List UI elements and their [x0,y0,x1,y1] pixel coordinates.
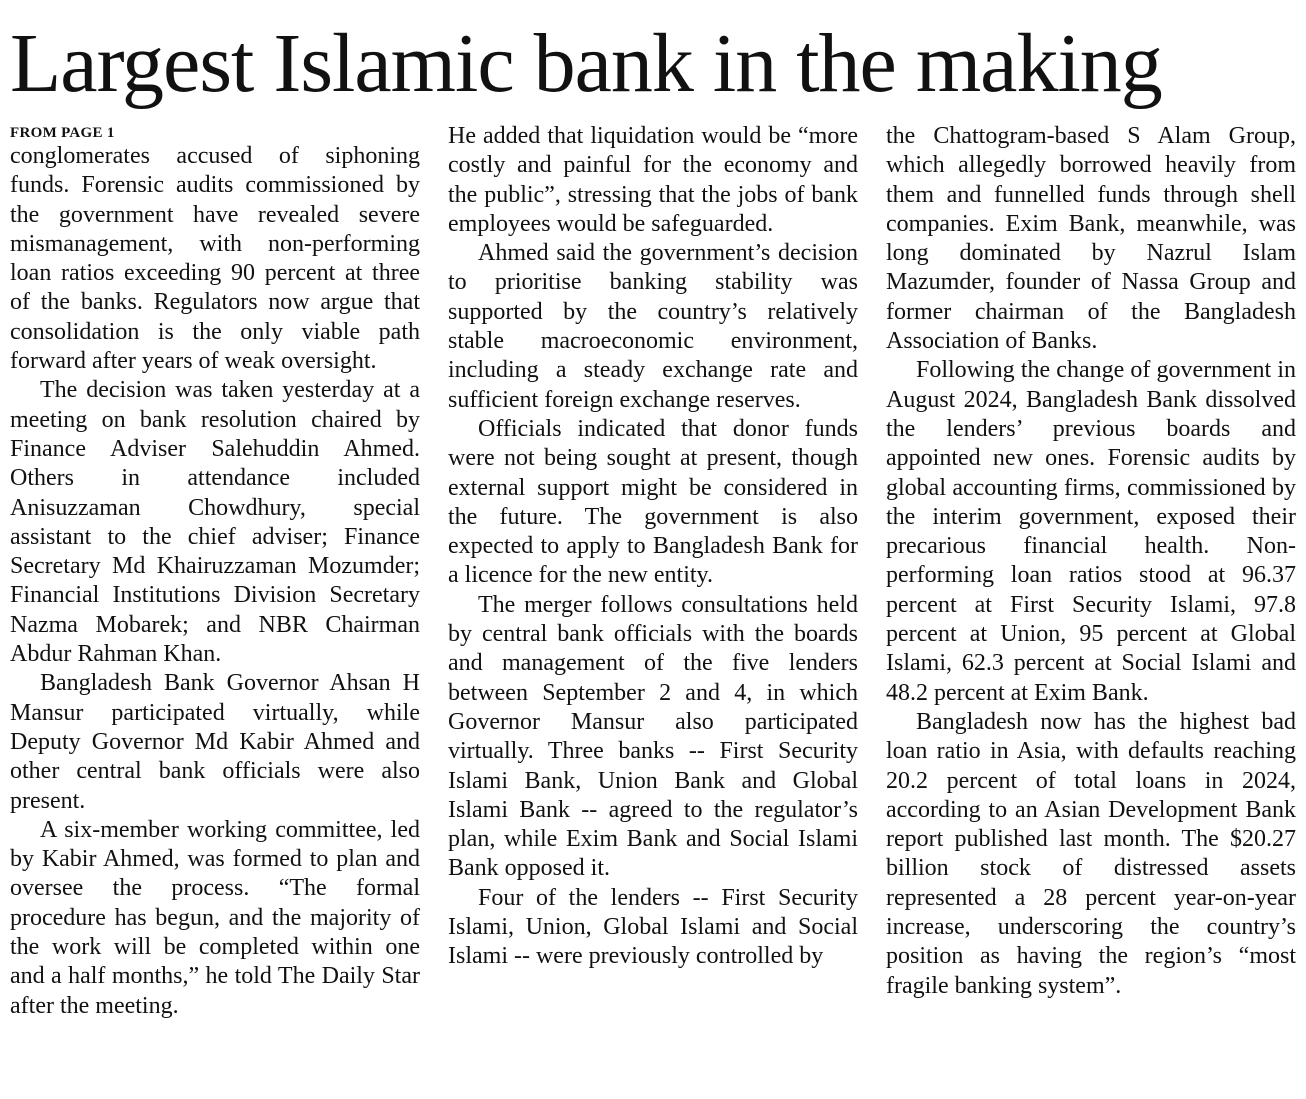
paragraph: He added that liquidation would be “more costly and painful for the economy and the public”, stressing that the jobs of bank employees would be safeguarded. [448,123,858,237]
column-3 [886,122,1296,1001]
paragraph: Four of the lenders -- First Security Islami, Union, Global Islami and Social Islami -- were previously controlled by [448,884,858,970]
paragraph: A six-member working committee, led by Kabir Ahmed, was formed to plan and oversee the process. “The formal procedure has begun, and the majority of the work will be completed within one and a half months,” he told The Daily Star after the meeting. [10,816,420,1019]
column-2 [448,122,858,972]
paragraph: the Chattogram-based S Alam Group, which allegedly borrowed heavily from them and funnelled funds through shell companies. Exim Bank, meanwhile, was long dominated by Nazrul Islam Mazumder, founder of Nassa Group and former chairman of the Bangladesh Association of Banks. [886,123,1296,355]
paragraph: The decision was taken yesterday at a meeting on bank resolution chaired by Finance Adviser Salehuddin Ahmed. Others in attendance included Anisuzzaman Chowdhury, special assistant to the chief adviser; Finance Secretary Md Khairuzzaman Mozumder; Financial Institutions Division Secretary Nazma Mobarek; and NBR Chairman Abdur Rahman Khan. [10,377,420,668]
paragraph: Officials indicated that donor funds were not being sought at present, though external support might be considered in the future. The government is also expected to apply to Bangladesh Bank for a licence for the new entity. [448,415,858,589]
continuation-kicker: FROM PAGE 1 [10,125,115,141]
column-1 [10,122,420,1021]
paragraph: Bangladesh now has the highest bad loan ratio in Asia, with defaults reaching 20.2 percent of total loans in 2024, according to an Asian Development Bank report published last month. The $20.27 billion stock of distressed assets represented a 28 percent year-on-year increase, underscoring the country’s position as having the region’s “most fragile banking system”. [886,708,1296,999]
paragraph: conglomerates accused of siphoning funds. Forensic audits commissioned by the government have revealed severe mismanagement, with non-performing loan ratios exceeding 90 percent at three of the banks. Regulators now argue that consolidation is the only viable path forward after years of weak oversight. [10,143,420,375]
headline: Largest Islamic bank in the making [10,17,1162,110]
paragraph: Following the change of government in August 2024, Bangladesh Bank dissolved the lenders’ previous boards and appointed new ones. Forensic audits by global accounting firms, commissioned by the interim government, exposed their precarious financial health. Non-performing loan ratios stood at 96.37 percent at First Security Islami, 97.8 percent at Union, 95 percent at Global Islami, 62.3 percent at Social Islami and 48.2 percent at Exim Bank. [886,357,1296,706]
paragraph: Ahmed said the government’s decision to prioritise banking stability was supported by the country’s relatively stable macroeconomic environment, including a steady exchange rate and sufficient foreign exchange reserves. [448,240,858,413]
paragraph: Bangladesh Bank Governor Ahsan H Mansur participated virtually, while Deputy Governor Md Kabir Ahmed and other central bank officials were also present. [10,670,420,814]
article-body [10,122,1296,1092]
paragraph: The merger follows consultations held by central bank officials with the boards and management of the five lenders between September 2 and 4, in which Governor Mansur also participated virtually. Three banks -- First Security Islami Bank, Union Bank and Global Islami Bank -- agreed to the regulator’s plan, while Exim Bank and Social Islami Bank opposed it. [448,591,858,882]
